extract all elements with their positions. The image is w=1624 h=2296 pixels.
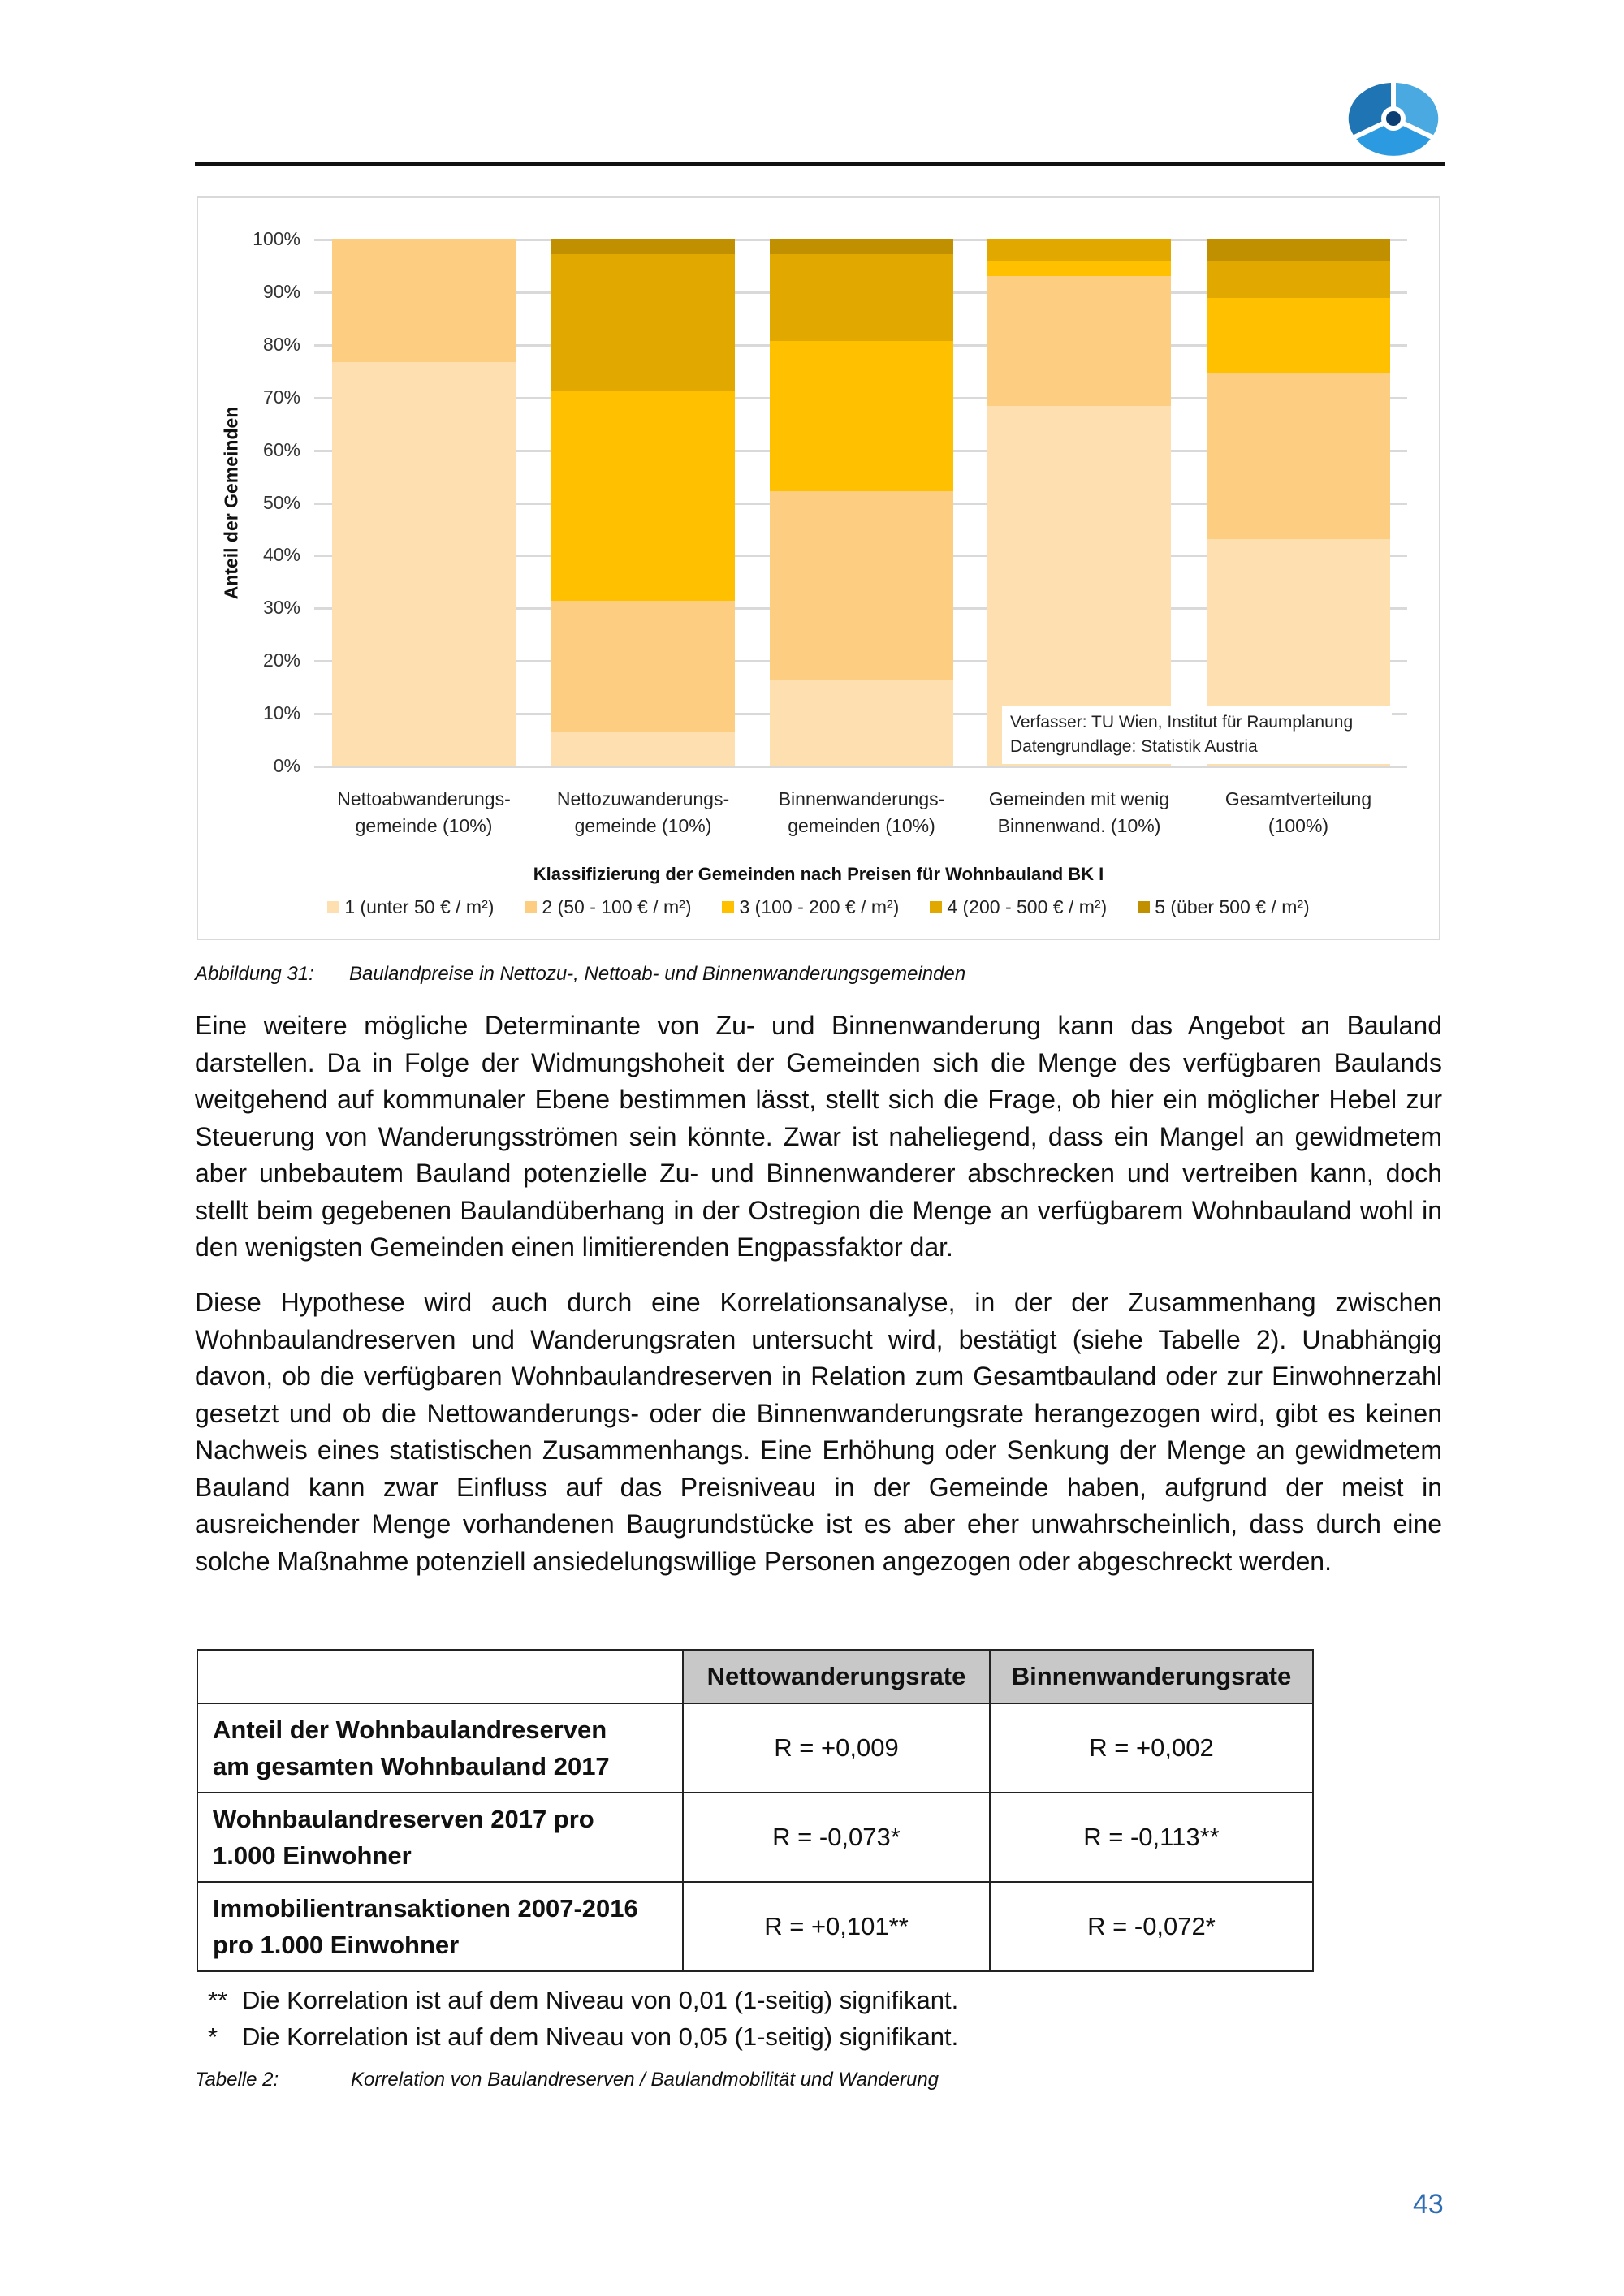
stacked-bar — [332, 240, 516, 766]
annotation-data-source: Datengrundlage: Statistik Austria — [1010, 737, 1258, 756]
bar-segment — [551, 254, 735, 391]
x-category-label: Gesamtverteilung (100%) — [1224, 788, 1372, 836]
table-caption-text: Korrelation von Baulandreserven / Baulandmobilität und Wanderung — [351, 2069, 939, 2091]
bar-segment — [987, 275, 1171, 406]
y-axis-title: Anteil der Gemeinden — [220, 406, 242, 600]
table-header-netto: Nettowanderungsrate — [683, 1650, 990, 1703]
y-tick-label: 70% — [262, 386, 300, 408]
y-tick-label: 50% — [262, 491, 300, 513]
y-tick-label: 30% — [262, 597, 300, 619]
legend-swatch-icon — [525, 901, 537, 913]
x-category-label: Nettozuwanderungs- gemeinde (10%) — [556, 788, 730, 836]
stacked-bar — [1207, 240, 1390, 766]
x-axis-title: Klassifizierung der Gemeinden nach Preisen für Wohnbauland BK I — [533, 864, 1104, 884]
annotation-author: Verfasser: TU Wien, Institut für Raumplanung — [1010, 713, 1354, 732]
table-row — [197, 1793, 1313, 1882]
table-cell-binnen: R = -0,072* — [990, 1882, 1313, 1971]
table-caption — [195, 2069, 939, 2091]
table-row-label: Immobilientransaktionen 2007-2016 pro 1.000 Einwohner — [197, 1882, 683, 1971]
legend-item — [327, 896, 494, 918]
bar-segment — [987, 261, 1171, 276]
legend-swatch-icon — [327, 901, 339, 913]
legend-swatch-icon — [930, 901, 942, 913]
table-row-label: Anteil der Wohnbaulandreserven am gesamten Wohnbauland 2017 — [197, 1703, 683, 1793]
x-category-label: Nettoabwanderungs- gemeinde (10%) — [337, 788, 511, 836]
table-caption-number: Tabelle 2: — [195, 2069, 279, 2091]
page-number: 43 — [1413, 2189, 1444, 2220]
table-header-row — [197, 1650, 1313, 1703]
logo-icon — [1348, 81, 1439, 156]
correlation-table — [197, 1649, 1314, 1972]
table-cell-netto: R = +0,101** — [683, 1882, 990, 1971]
y-tick-label: 100% — [253, 228, 300, 249]
bar-segment — [1207, 373, 1390, 538]
table-note-significance-005 — [208, 2022, 958, 2052]
header-rule — [195, 162, 1445, 166]
table-header-empty — [197, 1650, 683, 1703]
chart-legend — [197, 896, 1440, 918]
bar-segment — [770, 340, 953, 491]
note-mark: ** — [208, 1986, 228, 2014]
bar-segment — [551, 600, 735, 732]
table-row — [197, 1703, 1313, 1793]
figure-caption — [195, 963, 965, 986]
stacked-bar — [551, 240, 735, 766]
note-text: Die Korrelation ist auf dem Niveau von 0,01 (1-seitig) signifikant. — [242, 1986, 959, 2014]
legend-item — [525, 896, 691, 918]
bar-segment — [551, 391, 735, 600]
table-header-binnen: Binnenwanderungsrate — [990, 1650, 1313, 1703]
y-tick-label: 80% — [262, 333, 300, 355]
legend-label: 3 (100 - 200 € / m²) — [739, 896, 900, 917]
bar-segment — [770, 239, 953, 254]
stacked-bar — [770, 240, 953, 766]
bar-segment — [332, 361, 516, 766]
figure-caption-text: Baulandpreise in Nettozu-, Nettoab- und Binnenwanderungsgemeinden — [349, 963, 966, 985]
bar-segment — [770, 254, 953, 341]
legend-swatch-icon — [722, 901, 734, 913]
y-tick-label: 60% — [262, 438, 300, 460]
bar-segment — [332, 239, 516, 361]
bar-segment — [1207, 239, 1390, 261]
legend-label: 5 (über 500 € / m²) — [1155, 896, 1310, 917]
body-paragraph-1: Eine weitere mögliche Determinante von Zu- und Binnenwanderung kann das Angebot an Bauland darstellen. Da in Folge der Widmungshoheit der Gemeinden sich die Menge des verfügbaren Baulands weitgehend auf kommunaler Ebene bestimmen lässt, stellt sich die Frage, ob hier ein möglicher Hebel zur Steuerung von Wanderungsströmen sein könnte. Zwar ist naheliegend, dass ein Mangel an gewidmetem aber unbebautem Bauland potenzielle Zu- und Binnenwanderer abschrecken und vertreiben kann, doch stellt beim gegebenen Baulandüberhang in der Ostregion die Menge an verfügbarem Wohnbauland wohl in den wenigsten Gemeinden einen limitierenden Engpassfaktor dar. — [195, 1011, 1442, 1262]
table-cell-netto: R = +0,009 — [683, 1703, 990, 1793]
chart-source-annotation — [1002, 706, 1392, 764]
bar-segment — [770, 491, 953, 680]
legend-label: 1 (unter 50 € / m²) — [344, 896, 495, 917]
legend-label: 2 (50 - 100 € / m²) — [542, 896, 692, 917]
x-category-label: Binnenwanderungs- gemeinden (10%) — [778, 788, 945, 836]
legend-swatch-icon — [1138, 901, 1150, 913]
bar-segment — [1207, 261, 1390, 298]
bar-segment — [551, 239, 735, 254]
y-tick-label: 20% — [262, 650, 300, 671]
note-mark: * — [208, 2022, 218, 2051]
table-cell-binnen: R = -0,113** — [990, 1793, 1313, 1882]
y-tick-label: 40% — [262, 544, 300, 566]
legend-item — [930, 896, 1107, 918]
table-cell-binnen: R = +0,002 — [990, 1703, 1313, 1793]
y-tick-label: 0% — [273, 755, 300, 776]
figure-caption-number: Abbildung 31: — [195, 963, 314, 985]
table-note-significance-001 — [208, 1986, 958, 2015]
table-row-label: Wohnbaulandreserven 2017 pro 1.000 Einwohner — [197, 1793, 683, 1882]
legend-label: 4 (200 - 500 € / m²) — [947, 896, 1108, 917]
bar-segment — [987, 239, 1171, 261]
table-cell-netto: R = -0,073* — [683, 1793, 990, 1882]
table-row — [197, 1882, 1313, 1971]
x-category-label: Gemeinden mit wenig Binnenwand. (10%) — [988, 788, 1170, 836]
bar-segment — [551, 731, 735, 766]
legend-item — [1138, 896, 1309, 918]
note-text: Die Korrelation ist auf dem Niveau von 0,05 (1-seitig) signifikant. — [242, 2022, 959, 2051]
y-tick-label: 90% — [262, 280, 300, 302]
stacked-bar — [987, 240, 1171, 766]
legend-item — [722, 896, 899, 918]
bar-segment — [770, 680, 953, 766]
body-paragraph-2: Diese Hypothese wird auch durch eine Korrelationsanalyse, in der der Zusammenhang zwischen Wohnbaulandreserven und Wanderungsraten untersucht wird, bestätigt (siehe Tabelle 2). Unabhängig davon, ob die verfügbaren Wohnbaulandreserven in Relation zum Gesamtbauland oder zur Einwohnerzahl gesetzt und ob die Nettowanderungs- oder die Binnenwanderungsrate herangezogen wird, gibt es keinen Nachweis eines statistischen Zusammenhangs. Eine Erhöhung oder Senkung der Menge an gewidmetem Bauland kann zwar Einfluss auf das Preisniveau in der Gemeinde haben, aufgrund der meist in ausreichender Menge vorhandenen Baugrundstücke ist es aber eher unwahrscheinlich, dass durch eine solche Maßnahme potenziell ansiedelungswillige Personen angezogen oder abgeschreckt werden. — [195, 1288, 1442, 1576]
bar-segment — [1207, 297, 1390, 373]
y-tick-label: 10% — [262, 702, 300, 724]
